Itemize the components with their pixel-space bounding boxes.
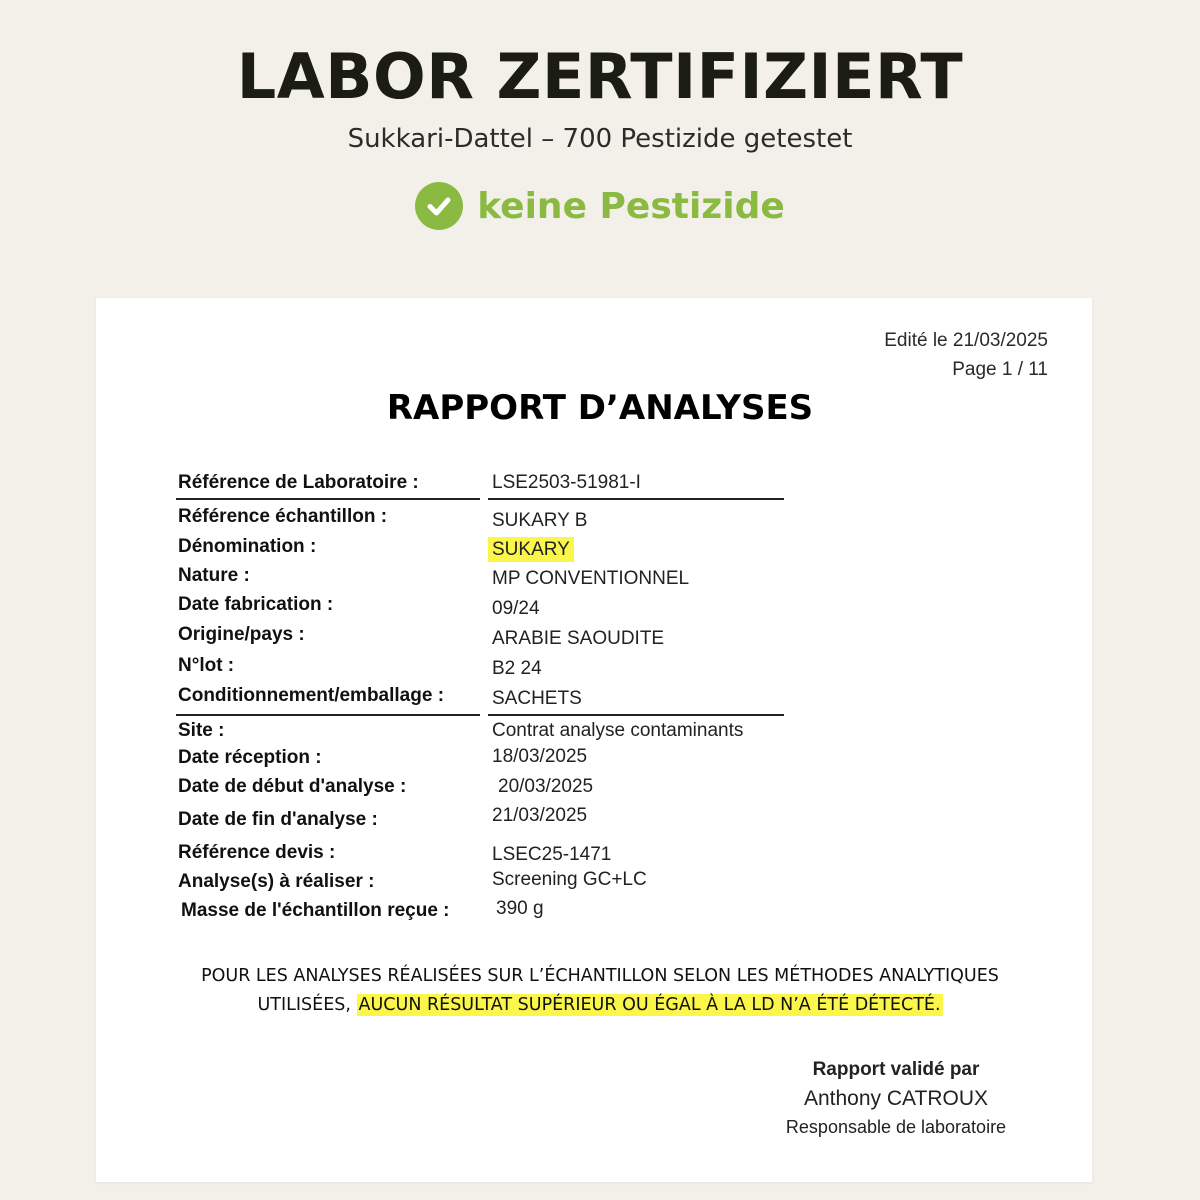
field-value: Screening GC+LC: [492, 869, 647, 890]
no-pesticides-badge: [0, 182, 1200, 230]
field-value: LSE2503-51981-I: [492, 472, 641, 493]
conclusion-line: [96, 991, 1104, 1020]
conclusion-statement: [96, 962, 1104, 1020]
field-label: N°lot :: [178, 655, 235, 676]
divider: [176, 498, 480, 500]
field-label: Dénomination :: [178, 536, 317, 557]
conclusion-line: POUR LES ANALYSES RÉALISÉES SUR L’ÉCHANTILLON SELON LES MÉTHODES ANALYTIQUES: [201, 966, 999, 986]
denomination-highlight: SUKARY: [488, 537, 574, 562]
field-value: 21/03/2025: [492, 805, 588, 826]
validated-by: Rapport validé par: [812, 1059, 980, 1080]
field-value: 09/24: [492, 598, 540, 619]
report-title: RAPPORT D’ANALYSES: [386, 388, 814, 428]
signature-block: [756, 1056, 1036, 1140]
conclusion-highlight: AUCUN RÉSULTAT SUPÉRIEUR OU ÉGAL À LA LD N’A ÉTÉ DÉTECTÉ.: [358, 995, 941, 1015]
analysis-report-document: [96, 298, 1092, 1182]
check-circle-icon: [415, 182, 463, 230]
field-label: Conditionnement/emballage :: [178, 685, 445, 706]
subline: Sukkari-Dattel – 700 Pestizide getestet: [347, 124, 853, 154]
edited-date: Edité le 21/03/2025: [884, 330, 1048, 351]
field-value: 18/03/2025: [492, 746, 588, 767]
field-label: Référence échantillon :: [178, 506, 388, 527]
divider: [176, 714, 480, 716]
field-label: Date de fin d'analyse :: [178, 809, 378, 830]
field-value: LSEC25-1471: [492, 844, 612, 865]
field-value: SUKARY B: [492, 510, 588, 531]
page-number: Page 1 / 11: [952, 359, 1048, 380]
field-value: ARABIE SAOUDITE: [492, 628, 665, 649]
divider: [488, 498, 784, 500]
badge-label: keine Pestizide: [477, 185, 785, 227]
report-meta: [884, 326, 1048, 384]
field-value: SACHETS: [492, 688, 582, 709]
field-value: Contrat analyse contaminants: [492, 720, 744, 741]
field-label: Référence de Laboratoire :: [178, 472, 419, 493]
divider: [488, 714, 784, 716]
field-label: Date fabrication :: [178, 594, 334, 615]
field-label: Origine/pays :: [178, 624, 305, 645]
field-label: Date réception :: [178, 747, 322, 768]
signer-role: Responsable de laboratoire: [785, 1117, 1007, 1137]
field-label: Référence devis :: [178, 842, 336, 863]
field-label: Date de début d'analyse :: [178, 776, 407, 797]
field-value: 390 g: [496, 898, 544, 919]
field-label: Nature :: [178, 565, 250, 586]
field-label: Site :: [178, 720, 225, 741]
field-label: Analyse(s) à réaliser :: [178, 871, 375, 892]
headline: LABOR ZERTIFIZIERT: [236, 40, 964, 113]
signer-name: Anthony CATROUX: [803, 1087, 988, 1110]
conclusion-line-start: UTILISÉES,: [257, 995, 357, 1015]
field-value: [492, 539, 574, 561]
field-value: B2 24: [492, 658, 542, 679]
field-label: Masse de l'échantillon reçue :: [181, 900, 450, 921]
field-value: 20/03/2025: [498, 776, 594, 797]
field-value: MP CONVENTIONNEL: [492, 568, 690, 589]
